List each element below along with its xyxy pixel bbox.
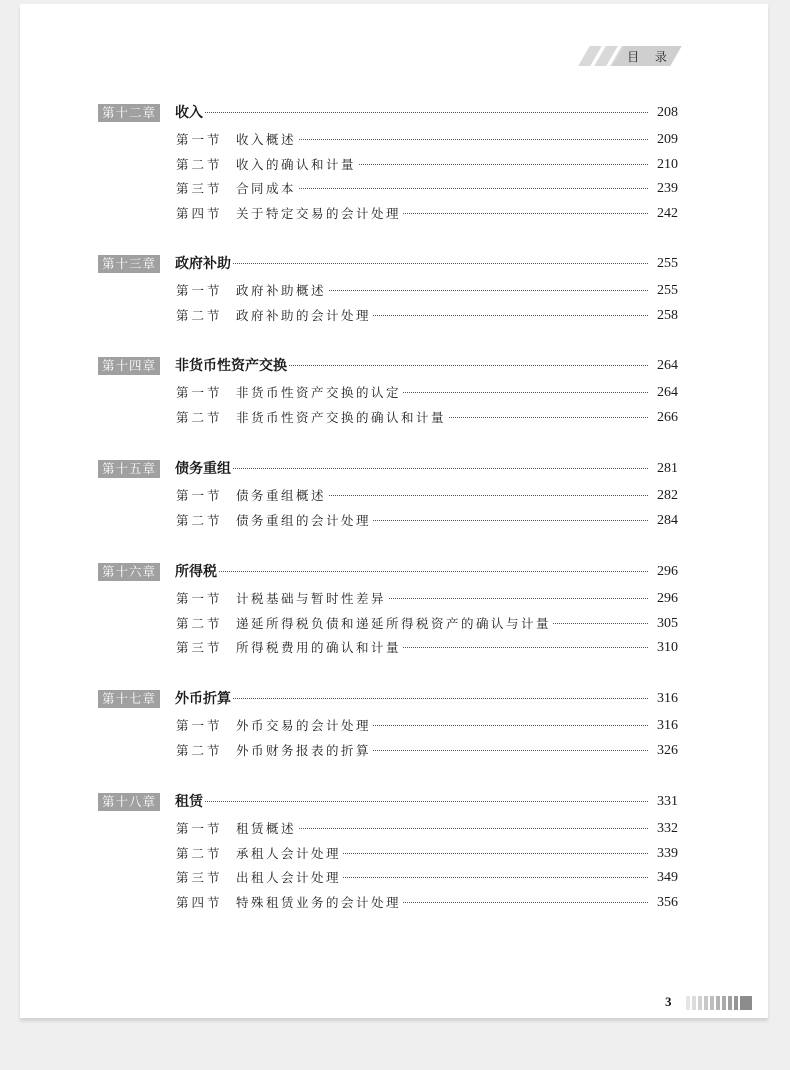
section-row[interactable]: [176, 742, 678, 760]
section-page: 258: [654, 307, 678, 325]
section-title: 承租人会计处理: [236, 845, 342, 861]
section-number: 第一节: [176, 488, 223, 503]
footer-bar: [686, 996, 690, 1010]
section-page: 310: [654, 639, 678, 657]
section-row[interactable]: [176, 615, 678, 633]
leader-dots: [246, 139, 648, 140]
section-number: 第二节: [176, 845, 223, 861]
section-page: 284: [654, 512, 678, 530]
section-title: 非货币性资产交换的确认和计量: [236, 409, 447, 425]
leader-dots: [188, 801, 648, 802]
chapter-page: 316: [654, 690, 678, 708]
section-row[interactable]: [176, 384, 678, 402]
chapter-label: 第十六章: [98, 563, 160, 581]
section-page: 239: [654, 180, 678, 198]
chapter-row[interactable]: [98, 104, 678, 122]
leader-dots: [188, 698, 648, 699]
section-number: 第二节: [176, 615, 223, 631]
chapter-row[interactable]: [98, 793, 678, 811]
section-number: 第二节: [176, 307, 223, 323]
section-number: 第一节: [176, 385, 223, 400]
chapter-page: 331: [654, 793, 678, 811]
section-number: 第一节: [176, 591, 223, 606]
footer-bar: [734, 996, 738, 1010]
footer-bar: [740, 996, 752, 1010]
section-number: 第三节: [176, 181, 223, 197]
section-number: 第四节: [176, 205, 223, 221]
footer-bar: [710, 996, 714, 1010]
chapter-title: 外币折算: [175, 691, 231, 707]
section-number: 第二节: [176, 742, 223, 758]
section-title: 债务重组的会计处理: [236, 512, 372, 528]
section-page: 264: [654, 384, 678, 402]
section-row[interactable]: [176, 409, 678, 427]
section-number: 第三节: [176, 640, 223, 656]
leader-dots: [246, 828, 648, 829]
chapter-title: 所得税: [175, 564, 217, 580]
chapter-row[interactable]: [98, 690, 678, 708]
section-number: 第一节: [176, 718, 223, 733]
chapter-page: 281: [654, 460, 678, 478]
page-number: 3: [665, 994, 672, 1009]
chapter-title: 收入: [175, 105, 203, 121]
chapter-page: 296: [654, 563, 678, 581]
section-number: 第四节: [176, 894, 223, 910]
chapter-row[interactable]: [98, 460, 678, 478]
section-page: 209: [654, 131, 678, 149]
footer-bar: [698, 996, 702, 1010]
chapter-label: 第十七章: [98, 690, 160, 708]
chapter-label: 第十二章: [98, 104, 160, 122]
section-title: 非货币性资产交换的认定: [236, 385, 402, 400]
section-page: 332: [654, 820, 678, 838]
section-title: 政府补助的会计处理: [236, 307, 372, 323]
section-row[interactable]: [176, 131, 678, 149]
section-title: 关于特定交易的会计处理: [236, 205, 402, 221]
chapter-title: 非货币性资产交换: [175, 358, 287, 374]
section-title: 外币交易的会计处理: [236, 718, 372, 733]
chapter-row[interactable]: [98, 255, 678, 273]
chapter-row[interactable]: [98, 563, 678, 581]
chapter-title: 租赁: [175, 794, 203, 810]
footer-bar: [716, 996, 720, 1010]
section-page: 316: [654, 717, 678, 735]
section-number: 第二节: [176, 512, 223, 528]
section-page: 242: [654, 205, 678, 223]
section-row[interactable]: [176, 307, 678, 325]
section-page: 326: [654, 742, 678, 760]
document-page: [20, 4, 768, 1018]
leader-dots: [188, 571, 648, 572]
section-row[interactable]: [176, 156, 678, 174]
section-title: 合同成本: [236, 181, 297, 197]
section-title: 外币财务报表的折算: [236, 742, 372, 758]
section-row[interactable]: [176, 639, 678, 657]
leader-dots: [188, 112, 648, 113]
chapter-row[interactable]: [98, 357, 678, 375]
section-title: 出租人会计处理: [236, 870, 342, 886]
footer-bar: [704, 996, 708, 1010]
leader-dots: [188, 468, 648, 469]
section-number: 第三节: [176, 870, 223, 886]
section-title: 计税基础与暂时性差异: [236, 591, 387, 606]
leader-dots: [188, 263, 648, 264]
section-page: 356: [654, 894, 678, 912]
section-page: 210: [654, 156, 678, 174]
section-page: 282: [654, 487, 678, 505]
section-title: 政府补助概述: [236, 283, 327, 298]
section-title: 收入概述: [236, 132, 297, 147]
section-title: 所得税费用的确认和计量: [236, 640, 402, 656]
section-page: 339: [654, 845, 678, 863]
section-number: 第二节: [176, 156, 223, 172]
section-number: 第一节: [176, 132, 223, 147]
chapter-label: 第十五章: [98, 460, 160, 478]
chapter-title: 政府补助: [175, 256, 231, 272]
section-row[interactable]: [176, 869, 678, 887]
section-number: 第一节: [176, 821, 223, 836]
section-row[interactable]: [176, 180, 678, 198]
section-row[interactable]: [176, 282, 678, 300]
section-page: 349: [654, 869, 678, 887]
chapter-page: 255: [654, 255, 678, 273]
section-page: 255: [654, 282, 678, 300]
section-page: 296: [654, 590, 678, 608]
section-row[interactable]: [176, 820, 678, 838]
section-title: 收入的确认和计量: [236, 156, 357, 172]
chapter-page: 264: [654, 357, 678, 375]
section-title: 债务重组概述: [236, 488, 327, 503]
section-number: 第一节: [176, 283, 223, 298]
chapter-label: 第十四章: [98, 357, 160, 375]
section-title: 特殊租赁业务的会计处理: [236, 894, 402, 910]
footer-bar: [728, 996, 732, 1010]
chapter-page: 208: [654, 104, 678, 122]
section-page: 305: [654, 615, 678, 633]
leader-dots: [246, 188, 648, 189]
chapter-title: 债务重组: [175, 461, 231, 477]
section-row[interactable]: [176, 717, 678, 735]
chapter-label: 第十八章: [98, 793, 160, 811]
chapter-label: 第十三章: [98, 255, 160, 273]
section-row[interactable]: [176, 845, 678, 863]
section-number: 第二节: [176, 409, 223, 425]
section-row[interactable]: [176, 894, 678, 912]
section-title: 递延所得税负债和递延所得税资产的确认与计量: [236, 615, 552, 631]
section-title: 租赁概述: [236, 821, 297, 836]
section-row[interactable]: [176, 487, 678, 505]
page-header-title: 目 录: [627, 50, 673, 64]
section-row[interactable]: [176, 512, 678, 530]
section-row[interactable]: [176, 205, 678, 223]
section-page: 266: [654, 409, 678, 427]
footer-bar: [722, 996, 726, 1010]
footer-bar: [692, 996, 696, 1010]
section-row[interactable]: [176, 590, 678, 608]
